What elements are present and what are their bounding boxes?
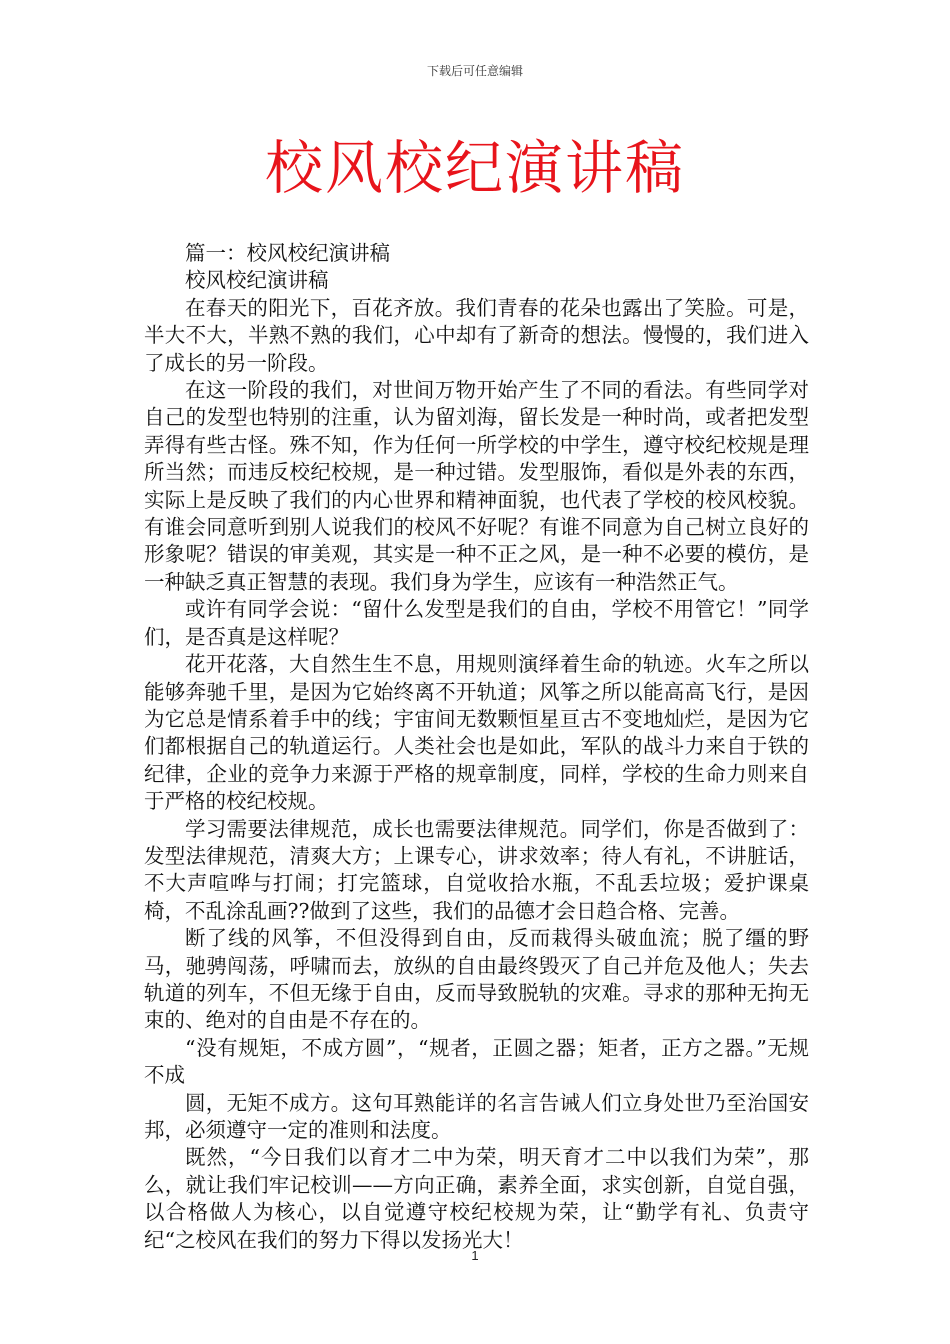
header-note: 下载后可任意编辑	[426, 64, 523, 78]
paragraph: 篇一：校风校纪演讲稿	[185, 241, 390, 265]
page-number: 1	[471, 1248, 479, 1263]
paragraph: 断了线的风筝，不但没得到自由，反而栽得头破血流；脱了缰的野马，驰骋闯荡，呼啸而去，放纵的自由最终毁灭了自己并危及他人；失去轨道的列车，不但无缘于自由，反而导致脱轨的灾难。寻求的那种无拘无束的、绝对的自由是不存在的。	[144, 926, 809, 1033]
paragraph: 或许有同学会说：“留什么发型是我们的自由，学校不用管它！”同学们，是否真是这样呢？	[144, 597, 809, 649]
paragraph: 花开花落，大自然生生不息，用规则演绎着生命的轨迹。火车之所以能够奔驰千里，是因为它始终离不开轨道；风筝之所以能高高飞行，是因为它总是情系着手中的线；宇宙间无数颗恒星亘古不变地灿烂，是因为它们都根据自己的轨道运行。人类社会也是如此，军队的战斗力来自于铁的纪律，企业的竞争力来源于严格的规章制度，同样，学校的生命力则来自于严格的校纪校规。	[144, 652, 809, 814]
paragraph: 在春天的阳光下，百花齐放。我们青春的花朵也露出了笑脸。可是，半大不大，半熟不熟的我们，心中却有了新奇的想法。慢慢的，我们进入了成长的另一阶段。	[144, 295, 809, 375]
paragraph: 圆，无矩不成方。这句耳熟能详的名言告诫人们立身处世乃至治国安邦，必须遵守一定的准则和法度。	[144, 1090, 809, 1142]
document-body	[144, 240, 809, 1254]
paragraph: “没有规矩，不成方圆”，“规者，正圆之器；矩者，正方之器。”无规不成	[144, 1035, 809, 1088]
paragraph: 既然，“今日我们以育才二中为荣，明天育才二中以我们为荣”，那么，就让我们牢记校训——方向正确，素养全面，求实创新，自觉自强，以合格做人为核心，以自觉遵守校纪校规为荣，让“勤学有礼、负责守纪“之校风在我们的努力下得以发扬光大！	[144, 1145, 809, 1252]
paragraph: 学习需要法律规范，成长也需要法律规范。同学们，你是否做到了：发型法律规范，清爽大方；上课专心，讲求效率；待人有礼，不讲脏话，不大声喧哗与打闹；打完篮球，自觉收拾水瓶，不乱丢垃圾；爱护课桌椅，不乱涂乱画??做到了这些，我们的品德才会日趋合格、完善。	[144, 816, 809, 923]
document-title: 校风校纪演讲稿	[264, 134, 685, 202]
paragraph: 校风校纪演讲稿	[185, 268, 329, 293]
paragraph: 在这一阶段的我们，对世间万物开始产生了不同的看法。有些同学对自己的发型也特别的注重，认为留刘海，留长发是一种时尚，或者把发型弄得有些古怪。殊不知，作为任何一所学校的中学生，遵守校纪校规是理所当然；而违反校纪校规，是一种过错。发型服饰，看似是外表的东西，实际上是反映了我们的内心世界和精神面貌，也代表了学校的校风校貌。有谁会同意听到别人说我们的校风不好呢？有谁不同意为自己树立良好的形象呢？错误的审美观，其实是一种不正之风，是一种不必要的模仿，是一种缺乏真正智慧的表现。我们身为学生，应该有一种浩然正气。	[144, 378, 809, 594]
